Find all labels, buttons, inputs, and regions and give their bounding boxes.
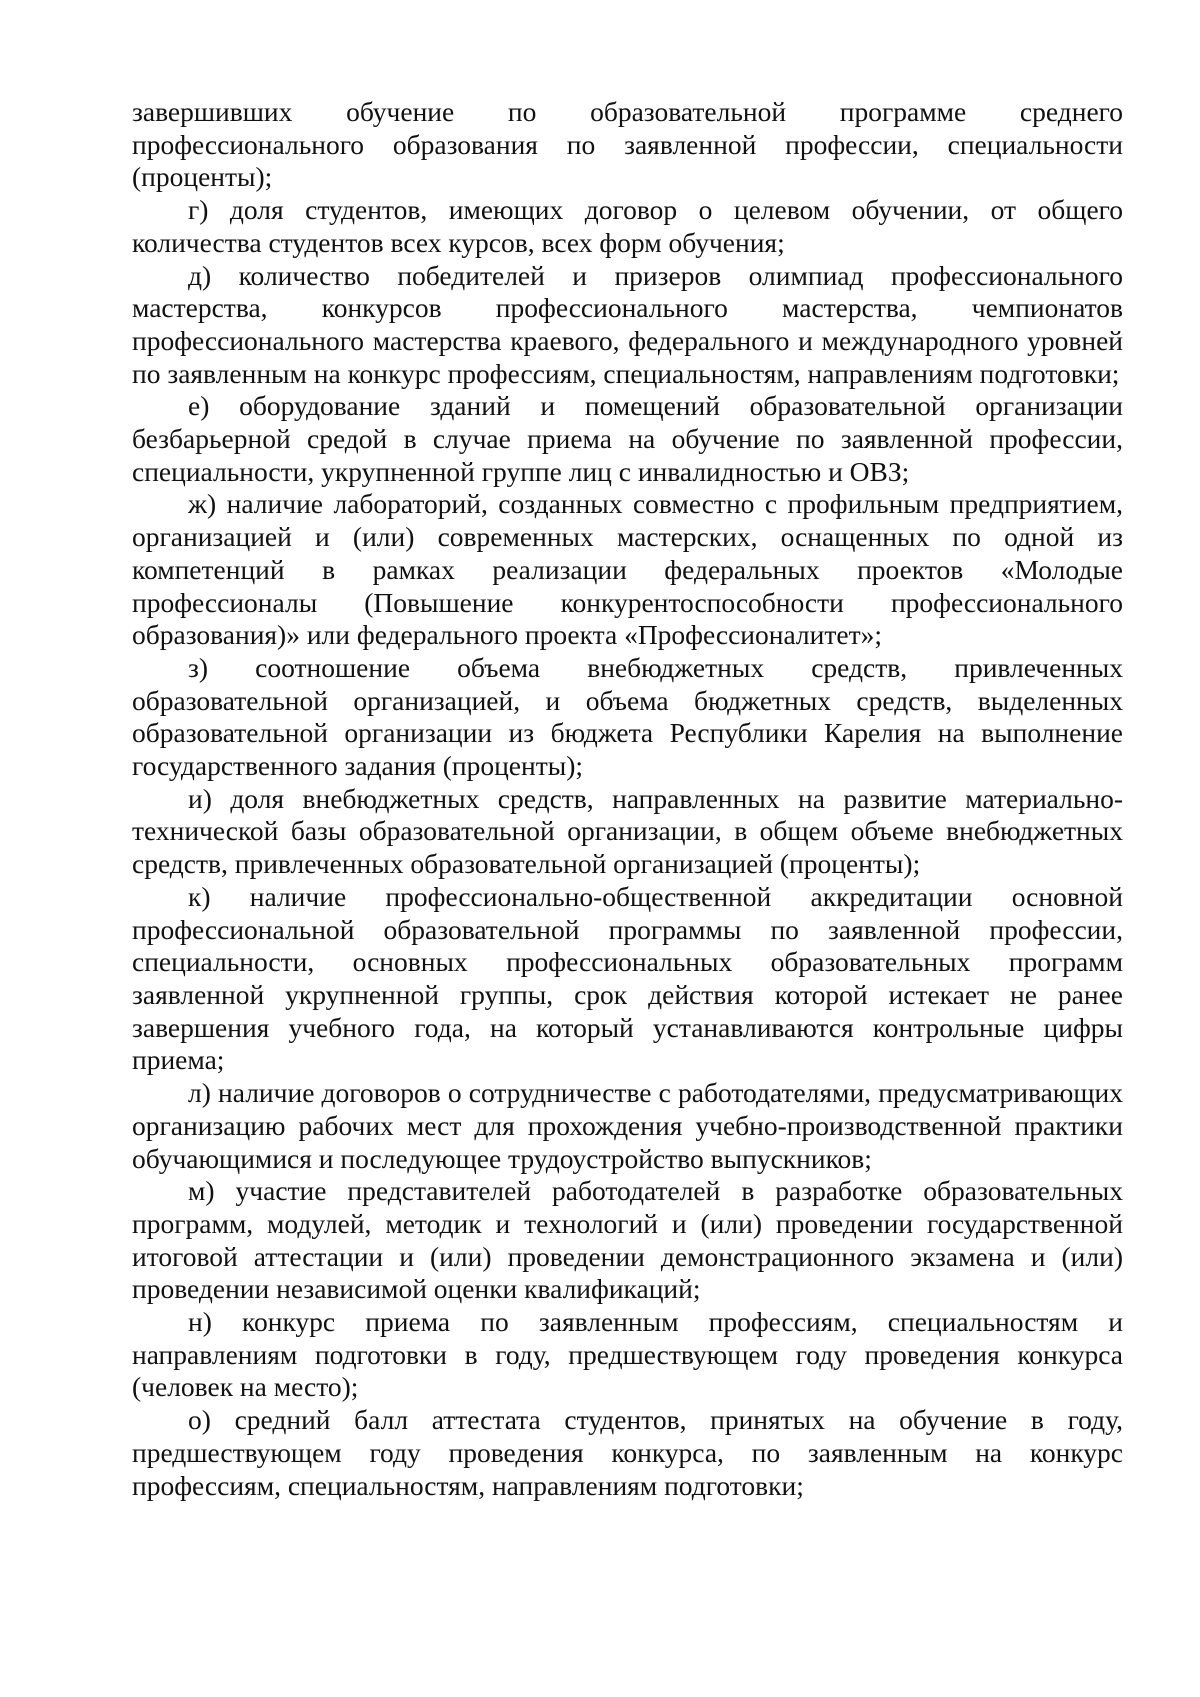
paragraph-item-zh: ж) наличие лабораторий, созданных совместно с профильным предприятием, организацией и (или) современных мастерских, оснащенных по одной из компетенций в рамках реализации федеральных проектов «Молодые профессионалы (Повышение конкурентоспособности профессионального образования)» или федерального проекта «Профессионалитет»;: [132, 488, 1123, 651]
paragraph-item-l: л) наличие договоров о сотрудничестве с работодателями, предусматривающих организацию рабочих мест для прохождения учебно-производственной практики обучающимися и последующее трудоустройство выпускников;: [132, 1077, 1123, 1174]
paragraph-continuation: завершивших обучение по образовательной программе среднего профессионального образования по заявленной профессии, специальности (проценты);: [132, 96, 1123, 193]
paragraph-item-k: к) наличие профессионально-общественной аккредитации основной профессиональной образовательной программы по заявленной профессии, специальности, основных профессиональных образовательных программ заявленной укрупненной группы, срок действия которой истекает не ранее завершения учебного года, на который устанавливаются контрольные цифры приема;: [132, 880, 1123, 1076]
paragraph-item-n: н) конкурс приема по заявленным профессиям, специальностям и направлениям подготовки в году, предшествующем году проведения конкурса (человек на место);: [132, 1306, 1123, 1403]
paragraph-item-z: з) соотношение объема внебюджетных средств, привлеченных образовательной организацией, и объема бюджетных средств, выделенных образовательной организации из бюджета Республики Карелия на выполнение государственного задания (проценты);: [132, 651, 1123, 782]
paragraph-item-d: д) количество победителей и призеров олимпиад профессионального мастерства, конкурсов профессионального мастерства, чемпионатов профессионального мастерства краевого, федерального и международного уровней по заявленным на конкурс профессиям, специальностям, направлениям подготовки;: [132, 259, 1123, 389]
paragraph-item-g: г) доля студентов, имеющих договор о целевом обучении, от общего количества студентов всех курсов, всех форм обучения;: [132, 194, 1123, 258]
paragraph-item-i: и) доля внебюджетных средств, направленных на развитие материально-технической базы образовательной организации, в общем объеме внебюджетных средств, привлеченных образовательной организацией (проценты);: [132, 782, 1123, 880]
paragraph-item-m: м) участие представителей работодателей в разработке образовательных программ, модулей, методик и технологий и (или) проведении государственной итоговой аттестации и (или) проведении демонстрационного экзамена и (или) проведении независимой оценки квалификаций;: [132, 1175, 1123, 1305]
paragraph-item-o: о) средний балл аттестата студентов, принятых на обучение в году, предшествующем году проведения конкурса, по заявленным на конкурс профессиям, специальностям, направлениям подготовки;: [132, 1404, 1123, 1501]
paragraph-item-e: е) оборудование зданий и помещений образовательной организации безбарьерной средой в случае приема на обучение по заявленной профессии, специальности, укрупненной группе лиц с инвалидностью и ОВЗ;: [132, 390, 1123, 487]
document-body: [132, 96, 1123, 1502]
